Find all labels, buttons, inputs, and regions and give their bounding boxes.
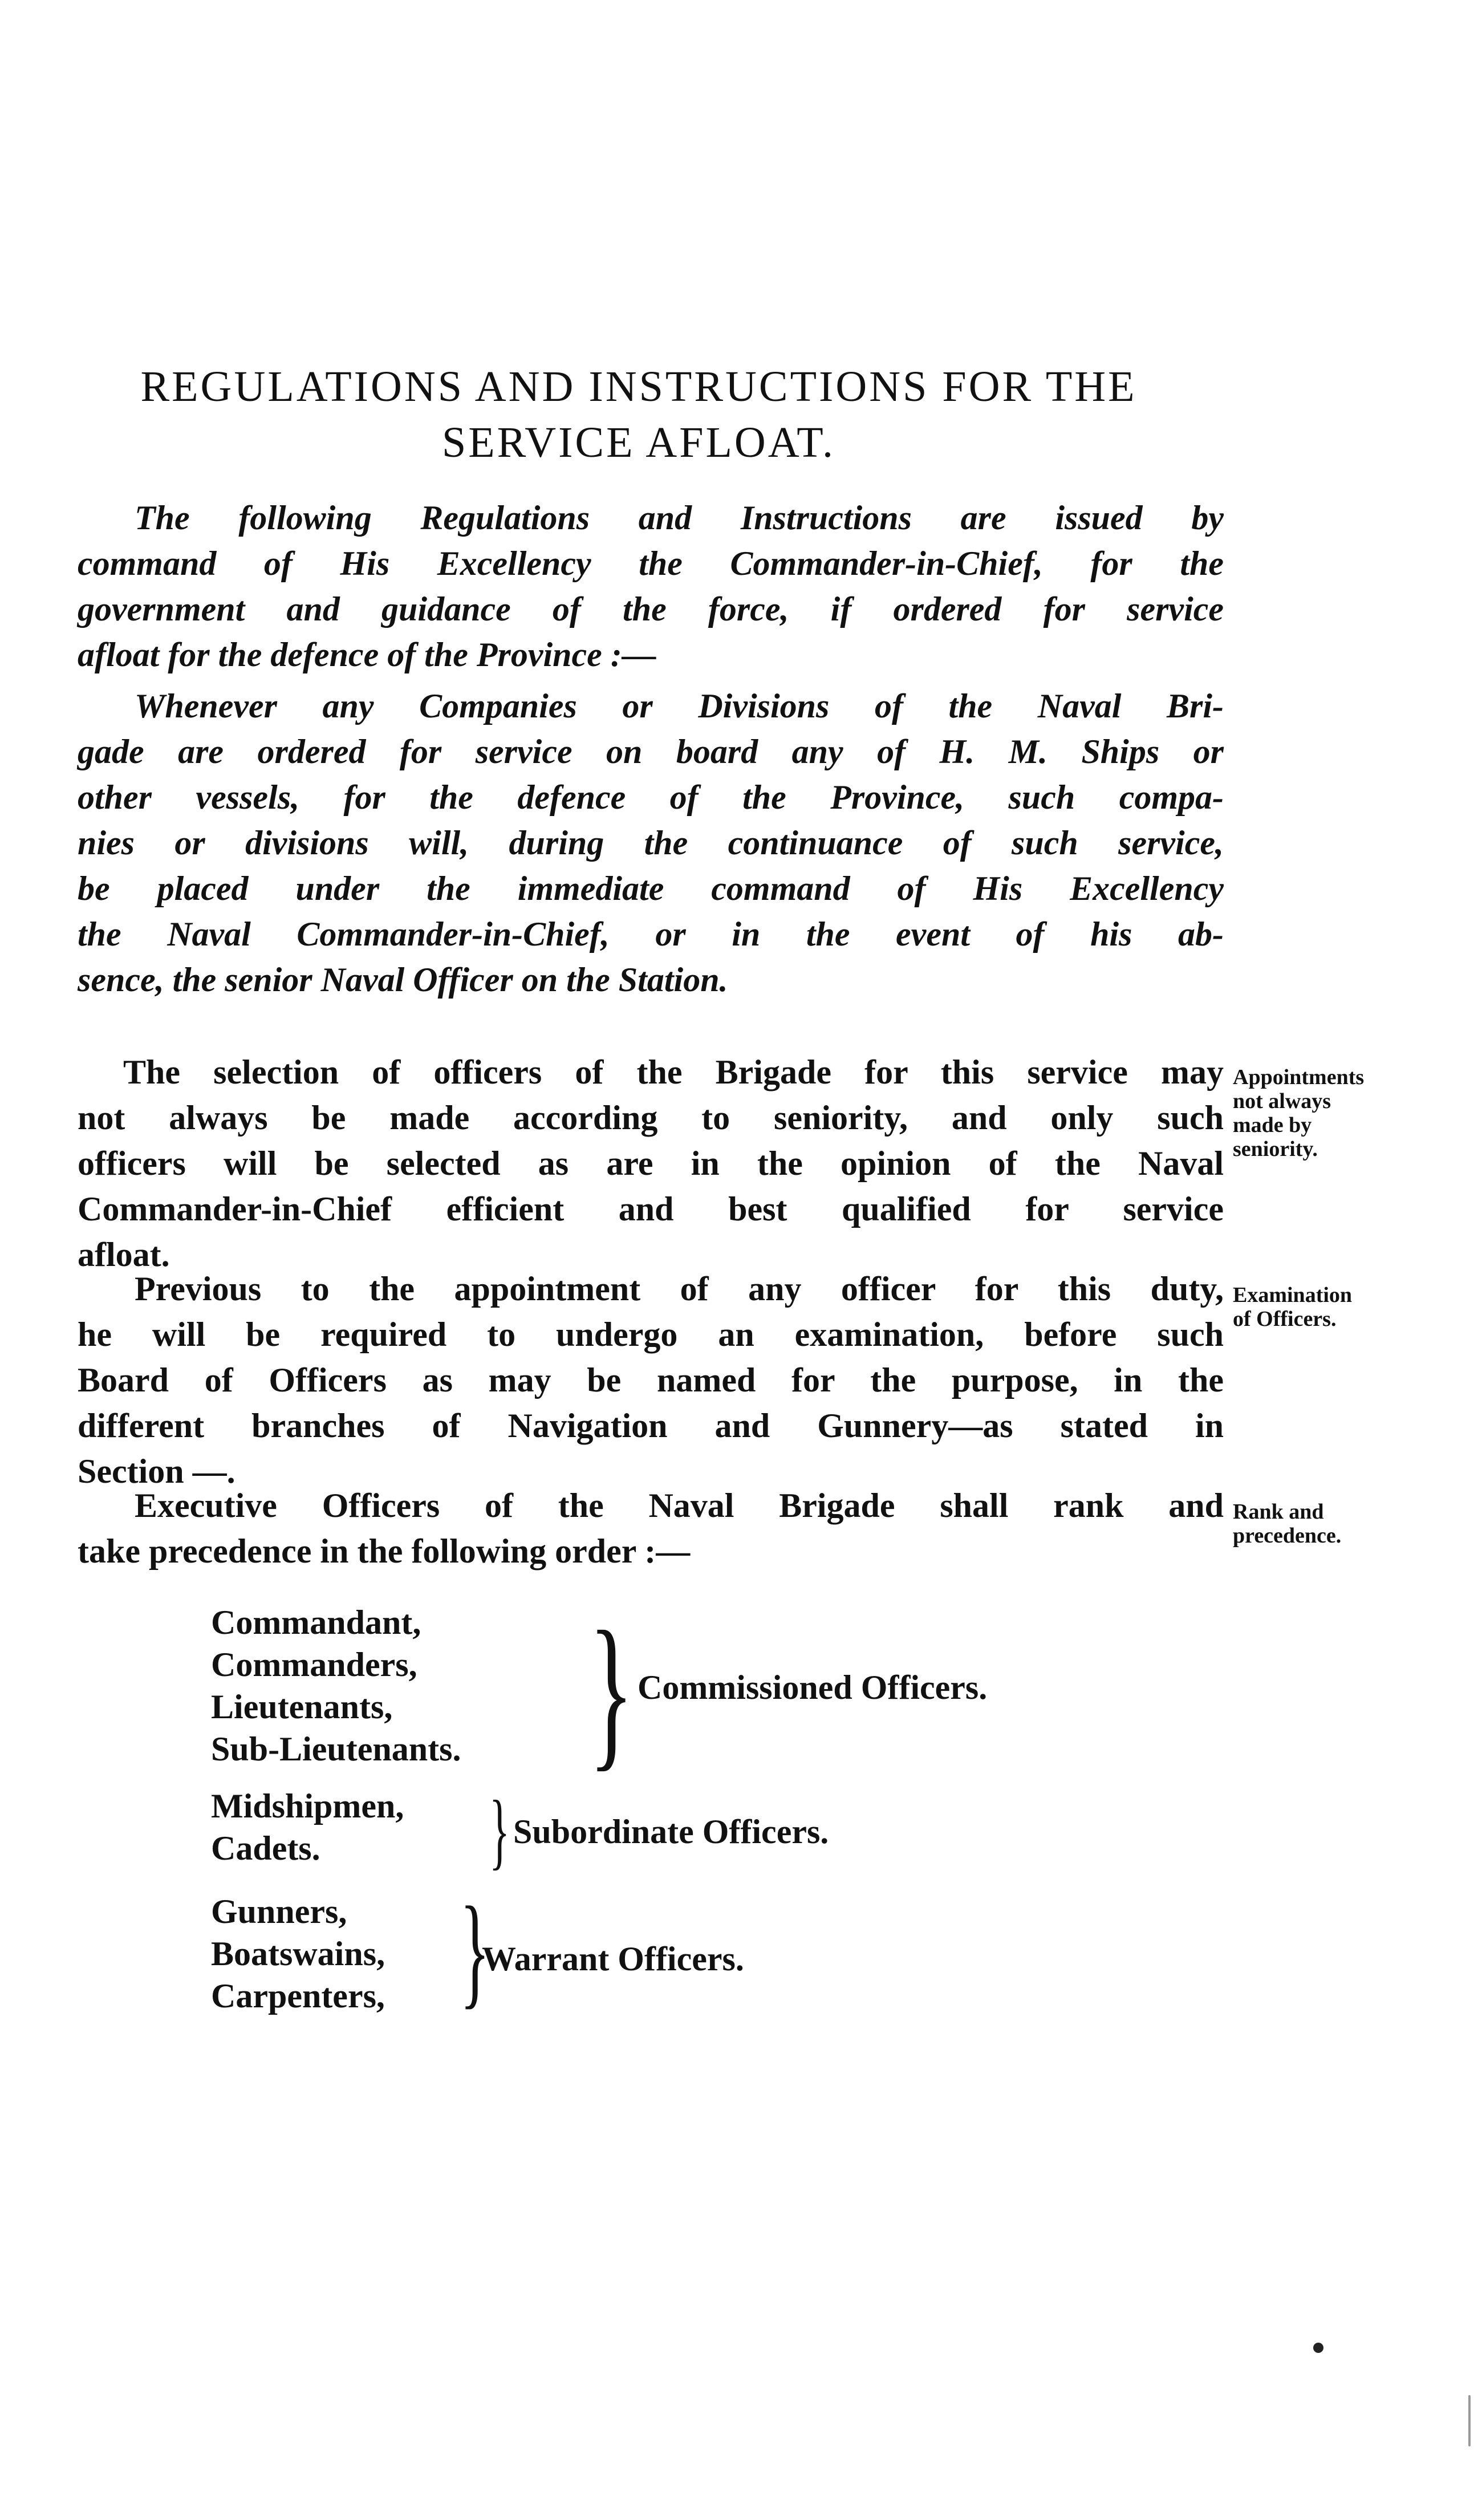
margin-note-examination: [1233, 1283, 1472, 1331]
brace-warrant: }: [460, 1881, 490, 2020]
preamble-line: command of His Excellency the Commander-in-Chief, for the: [78, 545, 1224, 582]
margin-note-line: Appointments: [1233, 1065, 1365, 1089]
margin-note-appointments: [1233, 1065, 1472, 1161]
margin-note-rank: [1233, 1500, 1472, 1548]
subordinate-ranks: [211, 1785, 404, 1869]
paragraph-line: The selection of officers of the Brigade for this service may: [123, 1053, 1224, 1091]
page-title-line-2: SERVICE AFLOAT.: [441, 419, 836, 466]
rank-item: Gunners,: [211, 1893, 347, 1930]
appointments-paragraph: [78, 1049, 1224, 1277]
rank-item: Sub-Lieutenants.: [211, 1730, 461, 1768]
margin-note-line: Examination: [1233, 1283, 1353, 1307]
commissioned-ranks: [211, 1601, 461, 1770]
paragraph-line: take precedence in the following order :—: [78, 1532, 691, 1570]
rank-item: Lieutenants,: [211, 1688, 393, 1726]
rank-item: Carpenters,: [211, 1977, 385, 2015]
brace-subordinate: }: [489, 1783, 510, 1878]
paragraph-line: officers will be selected as are in the opinion of the Naval: [78, 1145, 1224, 1182]
rank-item: Cadets.: [211, 1829, 320, 1867]
margin-note-line: seniority.: [1233, 1137, 1318, 1161]
paragraph-line: the Naval Commander-in-Chief, or in the event of his ab-: [78, 915, 1224, 953]
naval-brigade-paragraph: [78, 683, 1224, 1003]
group-label-subordinate: Subordinate Officers.: [513, 1813, 829, 1851]
paragraph-line: nies or divisions will, during the continuance of such service,: [78, 824, 1224, 862]
preamble-line: government and guidance of the force, if ordered for service: [78, 590, 1224, 628]
margin-note-line: Rank and: [1233, 1500, 1324, 1524]
paragraph-line: sence, the senior Naval Officer on the Station.: [78, 961, 728, 999]
preamble-line: The following Regulations and Instructions are issued by: [135, 499, 1224, 537]
brace-commissioned: }: [588, 1596, 634, 1785]
paragraph-line: Whenever any Companies or Divisions of the Naval Bri-: [135, 687, 1224, 725]
rank-item: Midshipmen,: [211, 1787, 404, 1825]
paragraph-line: Executive Officers of the Naval Brigade shall rank and: [135, 1487, 1224, 1524]
print-speck: [1313, 2343, 1323, 2353]
group-label-warrant: Warrant Officers.: [482, 1940, 744, 1978]
print-speck: [1468, 2395, 1471, 2446]
preamble-paragraph: [78, 495, 1224, 677]
margin-note-line: not always: [1233, 1089, 1331, 1113]
examination-paragraph: [78, 1266, 1224, 1494]
rank-item: Commanders,: [211, 1646, 417, 1683]
paragraph-line: other vessels, for the defence of the Province, such compa-: [78, 778, 1224, 816]
margin-note-line: precedence.: [1233, 1524, 1342, 1548]
paragraph-line: not always be made according to seniority, and only such: [78, 1099, 1224, 1137]
warrant-ranks: [211, 1890, 385, 2017]
paragraph-line: afloat.: [78, 1236, 170, 1273]
paragraph-line: Board of Officers as may be named for the purpose, in the: [78, 1361, 1224, 1399]
paragraph-line: different branches of Navigation and Gunnery—as stated in: [78, 1407, 1224, 1444]
group-label-commissioned: Commissioned Officers.: [638, 1669, 988, 1706]
rank-paragraph: [78, 1483, 1224, 1574]
paragraph-line: Commander-in-Chief efficient and best qualified for service: [78, 1190, 1224, 1228]
paragraph-line: gade are ordered for service on board any of H. M. Ships or: [78, 733, 1224, 770]
page-title-line-1: REGULATIONS AND INSTRUCTIONS FOR THE: [140, 363, 1137, 411]
margin-note-line: of Officers.: [1233, 1307, 1337, 1331]
preamble-line: afloat for the defence of the Province :—: [78, 636, 656, 673]
rank-item: Boatswains,: [211, 1935, 385, 1973]
paragraph-line: Section —.: [78, 1452, 236, 1490]
paragraph-line: Previous to the appointment of any officer for this duty,: [135, 1270, 1224, 1308]
paragraph-line: he will be required to undergo an examination, before such: [78, 1316, 1224, 1353]
rank-item: Commandant,: [211, 1604, 421, 1641]
paragraph-line: be placed under the immediate command of His Excellency: [78, 870, 1224, 907]
margin-note-line: made by: [1233, 1113, 1312, 1137]
